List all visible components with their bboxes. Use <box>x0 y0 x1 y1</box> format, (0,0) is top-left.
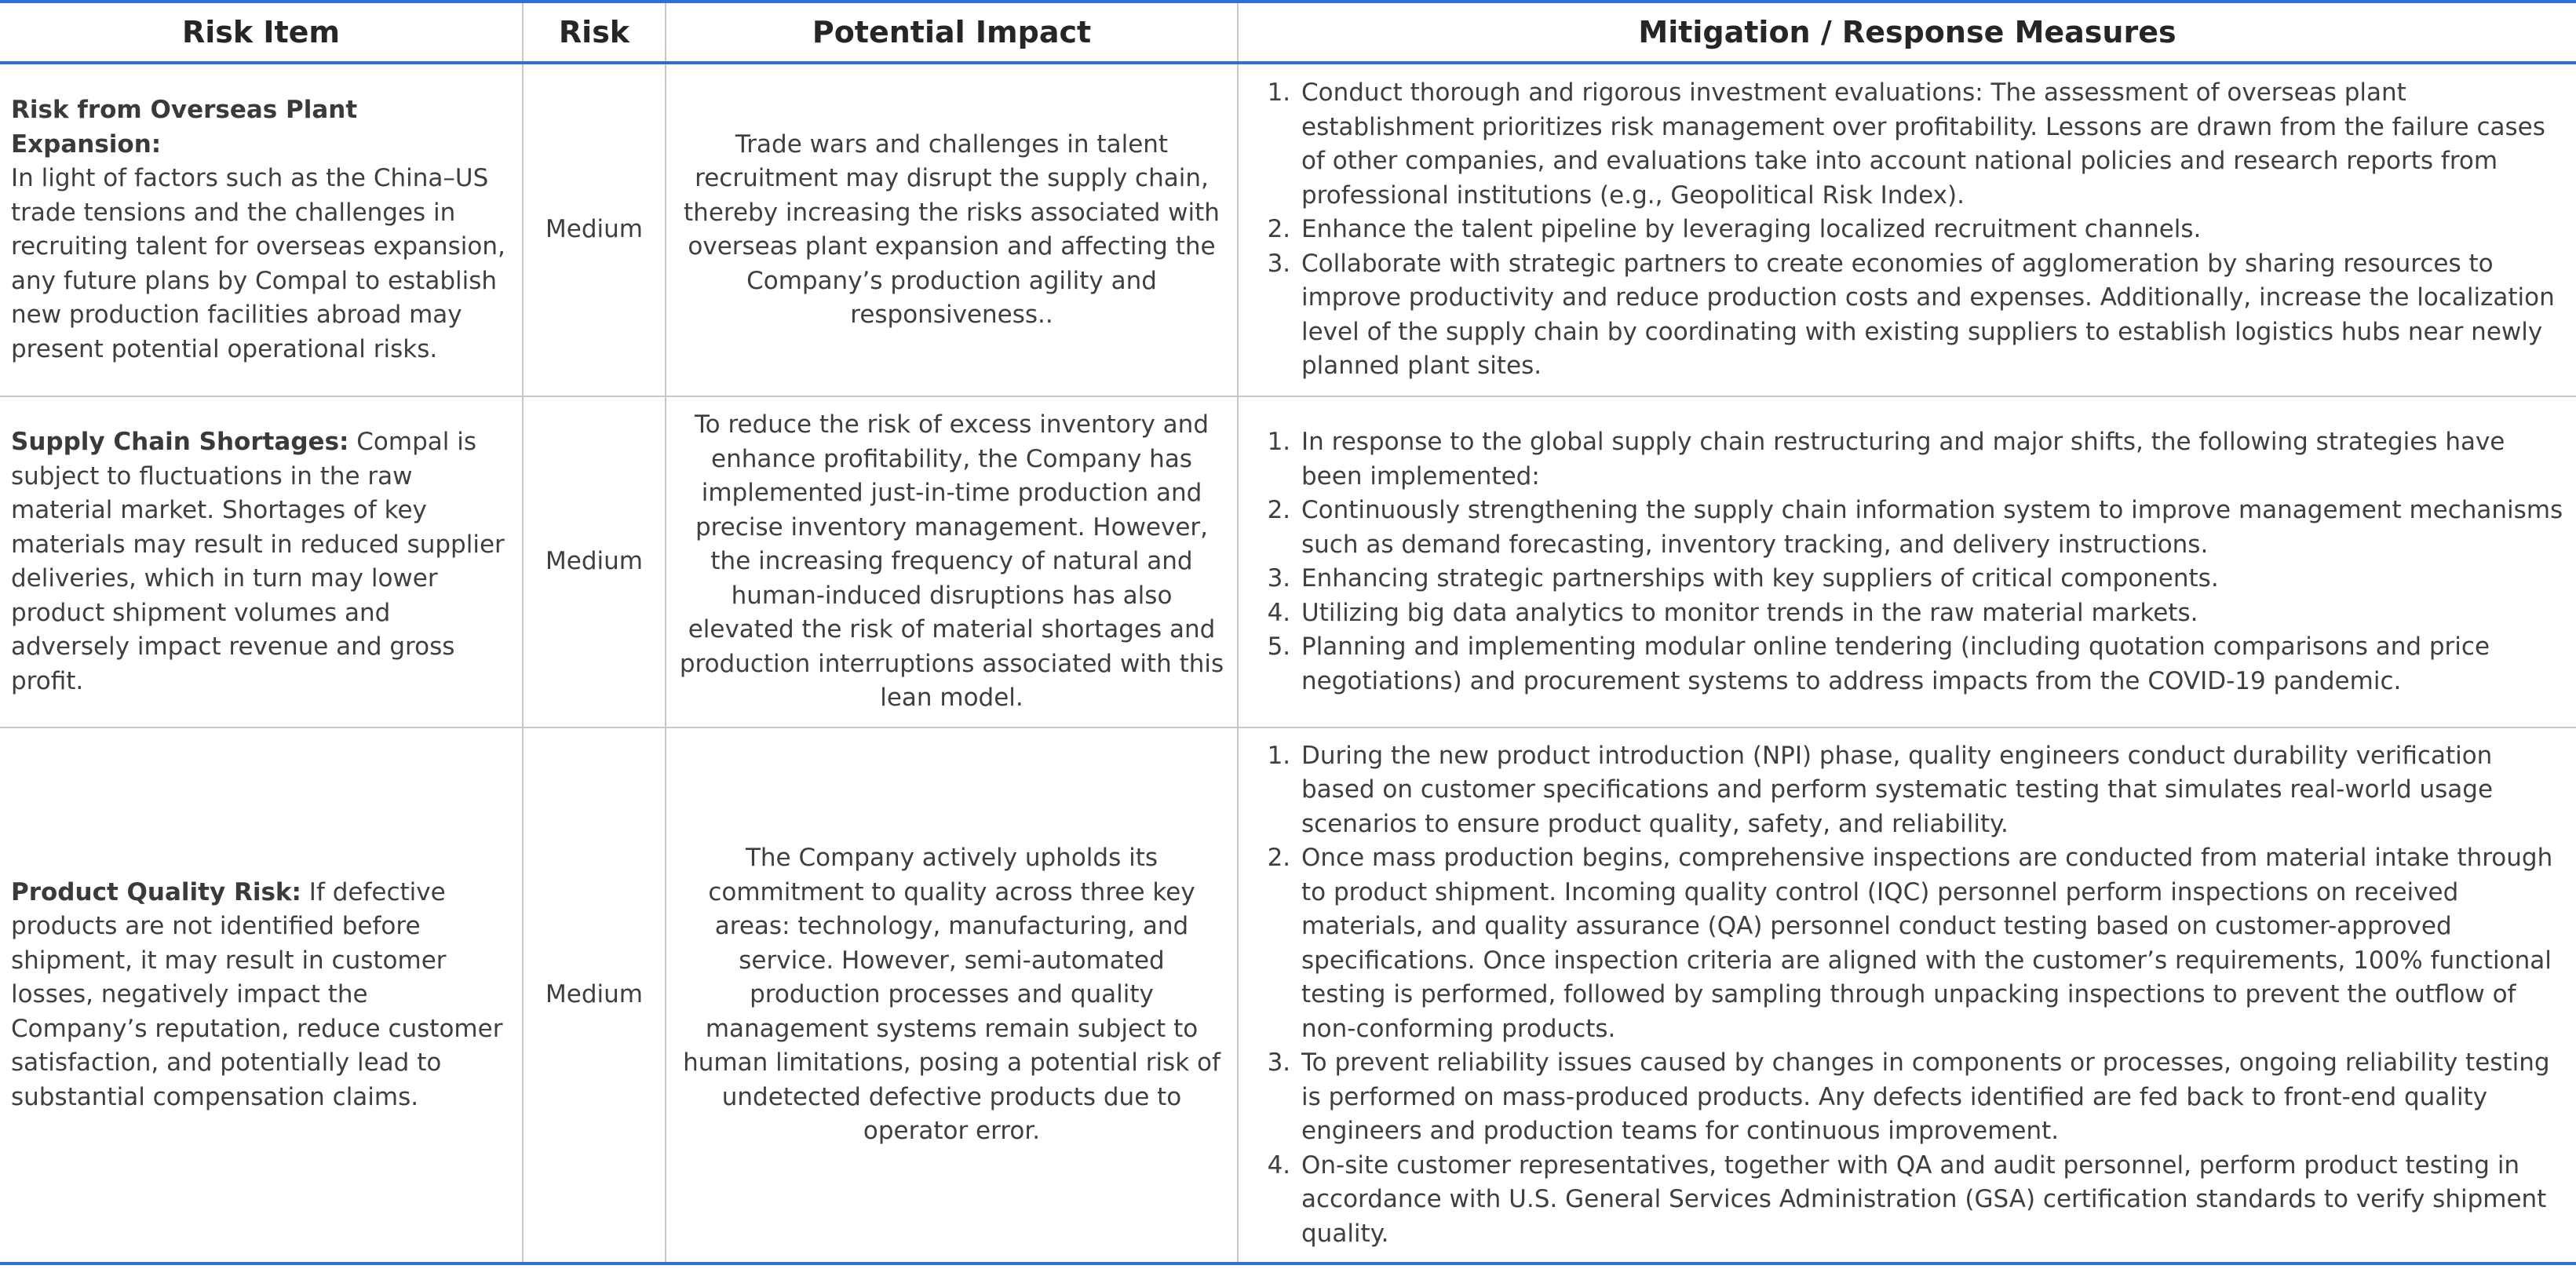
risk-item-description: In light of factors such as the China–US trade tensions and the challenges in recruiting talent for overseas expansion, any future plans by Compal to establish new production facilities abroad may present potential operational risks. <box>11 164 505 363</box>
mitigation-item: 3. To prevent reliability issues caused by changes in components or processes, ongoing reliability testing is performed on mass-produced products. Any defects identified are fed back to front-end quality engineers and production teams for continuous improvement. <box>1298 1046 2565 1149</box>
mitigation-item: 4. On-site customer representatives, together with QA and audit personnel, perform product testing in accordance with U.S. General Services Administration (GSA) certification standards to verify shipment quality. <box>1298 1149 2565 1252</box>
mitigation-item: 3. Enhancing strategic partnerships with key suppliers of critical components. <box>1298 562 2565 596</box>
mitigation-item: 1. During the new product introduction (NPI) phase, quality engineers conduct durability verification based on customer specifications and perform systematic testing that simulates real-world usage scenarios to ensure product quality, safety, and reliability. <box>1298 739 2565 842</box>
risk-item-cell <box>0 63 523 396</box>
risk-item-description: Compal is subject to fluctuations in the raw material market. Shortages of key materials may result in reduced supplier deliveries, which in turn may lower product shipment volumes and adversely impact revenue and gross profit. <box>11 428 505 695</box>
mitigation-cell <box>1238 63 2576 396</box>
table-row <box>0 396 2576 727</box>
risk-item-title: Product Quality Risk: <box>11 877 301 906</box>
mitigation-cell <box>1238 396 2576 727</box>
mitigation-item: 2. Enhance the talent pipeline by leveraging localized recruitment channels. <box>1298 213 2565 247</box>
risk-item-title: Risk from Overseas Plant Expansion: <box>11 96 358 159</box>
potential-impact: Trade wars and challenges in talent recruitment may disrupt the supply chain, thereby increasing the risks associated with overseas plant expansion and affecting the Company’s production agility and responsiveness.. <box>666 63 1238 396</box>
mitigation-item: 4. Utilizing big data analytics to monitor trends in the raw material markets. <box>1298 596 2565 631</box>
risk-level: Medium <box>523 396 666 727</box>
mitigation-list <box>1250 739 2565 1252</box>
potential-impact: To reduce the risk of excess inventory and enhance profitability, the Company has implemented just-in-time production and precise inventory management. However, the increasing frequency of natural and human-induced disruptions has also elevated the risk of material shortages and production interruptions associated with this lean model. <box>666 396 1238 727</box>
header-mitigation: Mitigation / Response Measures <box>1238 2 2576 63</box>
mitigation-item: 2. Once mass production begins, comprehensive inspections are conducted from material intake through to product shipment. Incoming quality control (IQC) personnel perform inspections on received materials, and quality assurance (QA) personnel conduct testing based on customer-approved specifications. Once inspection criteria are aligned with the customer’s requirements, 100% functional testing is performed, followed by sampling through unpacking inspections to prevent the outflow of non-conforming products. <box>1298 841 2565 1046</box>
header-row <box>0 2 2576 63</box>
mitigation-item: 5. Planning and implementing modular online tendering (including quotation comparisons and price negotiations) and procurement systems to address impacts from the COVID-19 pandemic. <box>1298 630 2565 698</box>
table-row <box>0 63 2576 396</box>
risk-item-cell <box>0 727 523 1264</box>
header-risk: Risk <box>523 2 666 63</box>
header-risk-item: Risk Item <box>0 2 523 63</box>
risk-item-description: If defective products are not identified before shipment, it may result in customer losses, negatively impact the Company’s reputation, reduce customer satisfaction, and potentially lead to substantial compensation claims. <box>11 877 503 1111</box>
mitigation-list <box>1250 425 2565 698</box>
header-potential-impact: Potential Impact <box>666 2 1238 63</box>
potential-impact: The Company actively upholds its commitment to quality across three key areas: technology, manufacturing, and service. However, semi-automated production processes and quality management systems remain subject to human limitations, posing a potential risk of undetected defective products due to operator error. <box>666 727 1238 1264</box>
mitigation-item: 1. Conduct thorough and rigorous investment evaluations: The assessment of overseas plant establishment prioritizes risk management over profitability. Lessons are drawn from the failure cases of other companies, and evaluations take into account national policies and research reports from professional institutions (e.g., Geopolitical Risk Index). <box>1298 76 2565 213</box>
mitigation-cell <box>1238 727 2576 1264</box>
table-row <box>0 727 2576 1264</box>
risk-item-title: Supply Chain Shortages: <box>11 428 349 456</box>
mitigation-item: 3. Collaborate with strategic partners to create economies of agglomeration by sharing resources to improve productivity and reduce production costs and expenses. Additionally, increase the localization level of the supply chain by coordinating with existing suppliers to establish logistics hubs near newly planned plant sites. <box>1298 247 2565 384</box>
mitigation-list <box>1250 76 2565 384</box>
risk-level: Medium <box>523 63 666 396</box>
mitigation-item: 2. Continuously strengthening the supply chain information system to improve management mechanisms such as demand forecasting, inventory tracking, and delivery instructions. <box>1298 494 2565 562</box>
risk-level: Medium <box>523 727 666 1264</box>
mitigation-item: 1. In response to the global supply chain restructuring and major shifts, the following strategies have been implemented: <box>1298 425 2565 494</box>
risk-item-cell <box>0 396 523 727</box>
